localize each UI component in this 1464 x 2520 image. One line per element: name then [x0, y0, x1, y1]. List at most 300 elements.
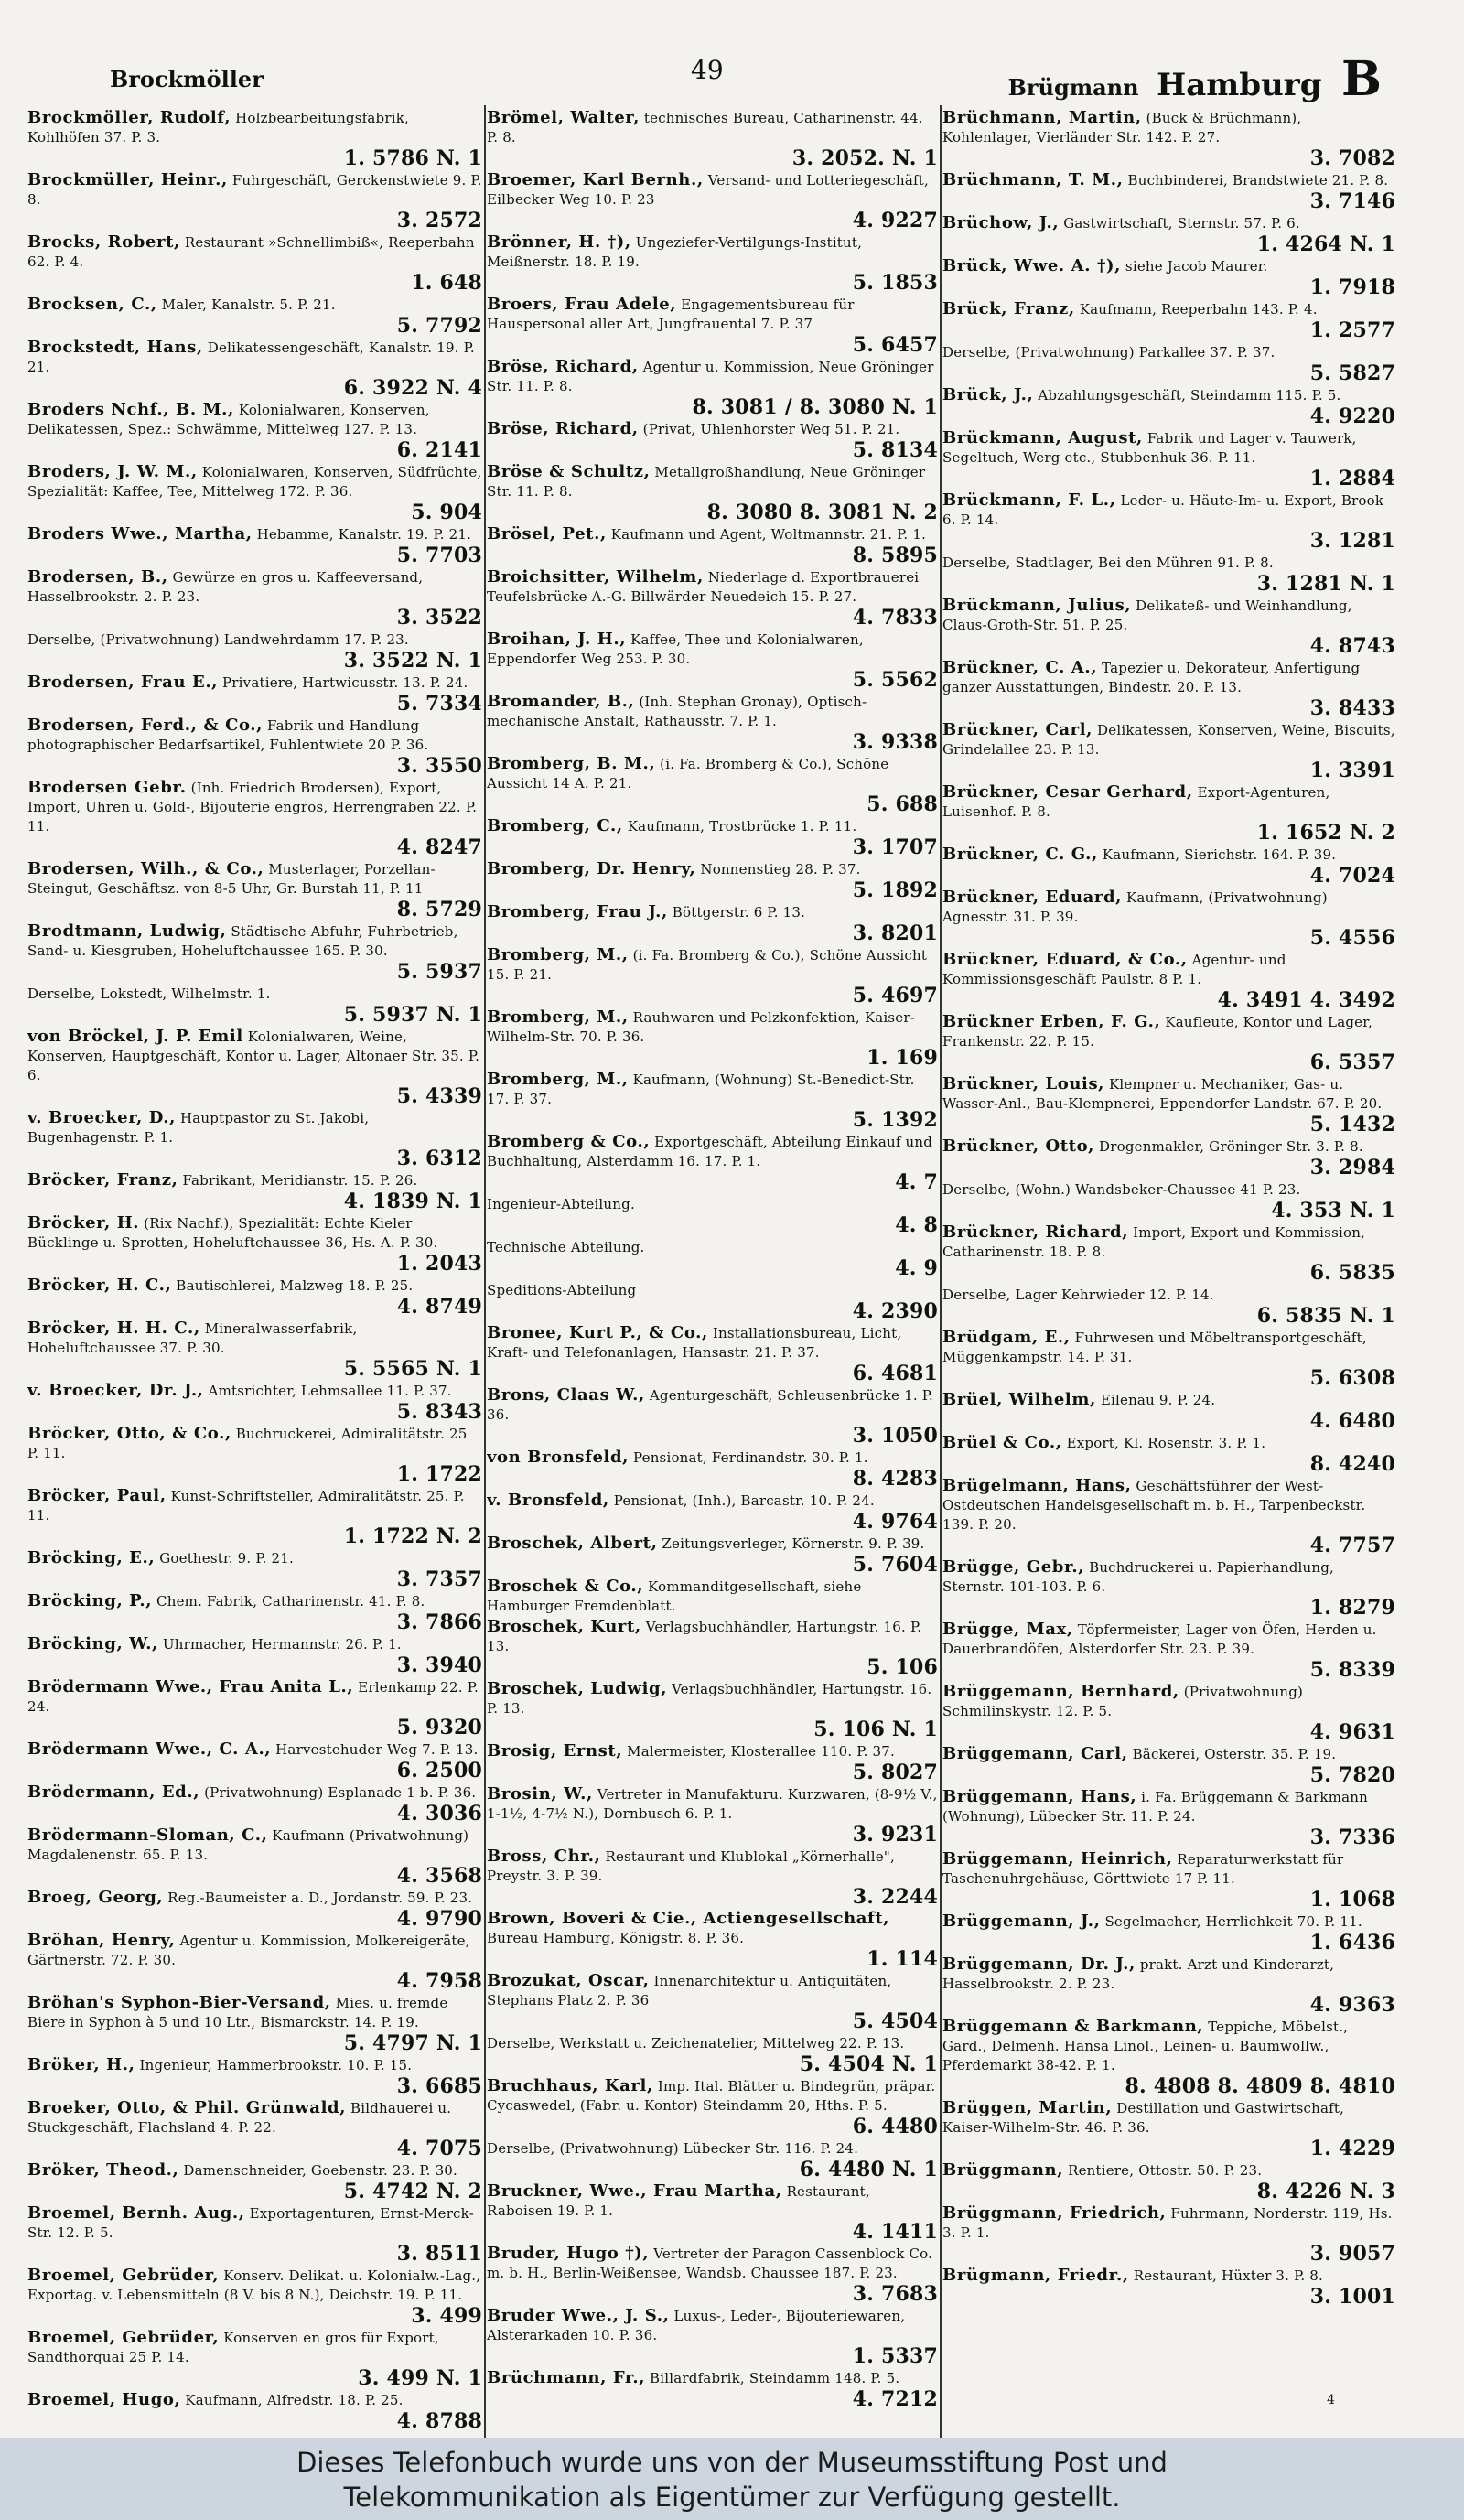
entry-name: Brodersen, Wilh., & Co.,	[27, 859, 264, 878]
entry-details: i. Fa. Brüggemann & Barkmann (Wohnung), Lübecker Str. 11. P. 24.	[942, 1789, 1368, 1825]
directory-entry	[942, 1074, 1395, 1136]
phone-number: 3. 7336	[1309, 1825, 1395, 1849]
entry-name: Brückner, Richard,	[942, 1222, 1129, 1242]
directory-entry	[942, 1136, 1395, 1179]
phone-number: 8. 4226 N. 3	[1256, 2180, 1395, 2203]
directory-entry	[27, 1486, 482, 1547]
notice-line-1: Dieses Telefonbuch wurde uns von der Museumsstiftung Post und	[296, 2447, 1168, 2478]
directory-entry	[27, 1591, 482, 1633]
phone-number: 3. 8511	[396, 2242, 482, 2266]
entry-details: Böttgerstr. 6 P. 13.	[672, 904, 806, 921]
directory-entry	[27, 984, 482, 1026]
entry-name: Bromberg, M.,	[487, 1007, 629, 1027]
entry-name: Brödermann, Ed.,	[27, 1782, 200, 1802]
phone-number: 3. 3940	[396, 1653, 482, 1677]
entry-details: Kommanditgesellschaft, siehe Hamburger Fremdenblatt.	[487, 1578, 862, 1614]
directory-entry	[487, 1847, 938, 1908]
entry-details: (Inh. Stephan Gronay), Optisch-mechanische Anstalt, Rathausstr. 7. P. 1.	[487, 694, 867, 729]
entry-details: Töpfermeister, Lager von Öfen, Herden u. Dauerbrandöfen, Alsterdorfer Str. 23. P. 39.	[942, 1621, 1377, 1657]
phone-number: 5. 4504	[852, 2009, 938, 2033]
directory-entry	[942, 2203, 1395, 2265]
phone-number: 6. 4480	[852, 2115, 938, 2138]
directory-entry	[487, 859, 938, 901]
directory-entry	[942, 1849, 1395, 1911]
entry-name: Brüggemann, Bernhard,	[942, 1682, 1179, 1701]
entry-details: (Privatwohnung) Schmilinskystr. 12. P. 5.	[942, 1684, 1304, 1719]
entry-details: Buchruckerei, Admiralitätstr. 25 P. 11.	[27, 1426, 468, 1461]
directory-entry	[942, 2098, 1395, 2159]
directory-entry	[487, 1679, 938, 1740]
phone-number: 3. 2572	[396, 209, 482, 232]
entry-name: Broders, J. W. M.,	[27, 462, 198, 481]
phone-number: 5. 4742 N. 2	[343, 2180, 482, 2203]
entry-name: Brodersen, Ferd., & Co.,	[27, 716, 264, 735]
entry-name: Broers, Frau Adele,	[487, 295, 677, 314]
entry-details: Derselbe, (Privatwohnung) Parkallee 37. P. 37.	[942, 344, 1276, 361]
entry-name: Brocks, Robert,	[27, 232, 180, 252]
entry-name: Brückner, Eduard, & Co.,	[942, 950, 1188, 969]
phone-number: 3. 499	[411, 2304, 482, 2328]
header-right	[1008, 51, 1382, 107]
directory-entry	[27, 1381, 482, 1423]
phone-number: 3. 3522 N. 1	[343, 649, 482, 673]
entry-name: Brüggemann, Carl,	[942, 1744, 1128, 1763]
entry-details: Fuhrwesen und Möbeltransportgeschäft, Müggenkampstr. 14. P. 31.	[942, 1330, 1367, 1365]
phone-number: 5. 5937	[396, 960, 482, 984]
entry-name: Broemel, Gebrüder,	[27, 2328, 220, 2347]
entry-name: Brüel & Co.,	[942, 1433, 1062, 1452]
entry-name: Bross, Chr.,	[487, 1847, 601, 1866]
entry-details: Kaufmann, Sierichstr. 164. P. 39.	[1102, 846, 1337, 863]
entry-name: Broemel, Hugo,	[27, 2390, 181, 2409]
entry-details: Zeitungsverleger, Körnerstr. 9. P. 39.	[662, 1535, 925, 1552]
entry-name: Brückner, Eduard,	[942, 888, 1123, 907]
entry-details: Segelmacher, Herrlichkeit 70. P. 11.	[1104, 1913, 1362, 1930]
phone-number: 4. 8	[895, 1213, 938, 1237]
phone-number: 3. 7357	[396, 1567, 482, 1591]
entry-name: Brüggmann, Friedrich,	[942, 2203, 1167, 2223]
phone-number: 4. 9764	[852, 1510, 938, 1534]
phone-number: 3. 7683	[852, 2282, 938, 2306]
entry-details: Gastwirtschaft, Sternstr. 57. P. 6.	[1063, 215, 1300, 232]
entry-details: Verlagsbuchhändler, Hartungstr. 16. P. 13.	[487, 1681, 932, 1717]
phone-number: 6. 2141	[396, 438, 482, 462]
entry-details: Delikateß- und Weinhandlung, Claus-Groth-Str. 51. P. 25.	[942, 598, 1352, 633]
column-3	[942, 108, 1395, 2432]
directory-entry	[27, 1888, 482, 1930]
entry-name: Brodersen, Frau E.,	[27, 673, 219, 692]
entry-name: Broschek, Albert,	[487, 1534, 658, 1553]
directory-entry	[27, 921, 482, 983]
entry-name: Brückner, Cesar Gerhard,	[942, 782, 1193, 802]
entry-details: Kolonialwaren, Weine, Konserven, Hauptgeschäft, Kontor u. Lager, Altonaer Str. 35. P. 6.	[27, 1028, 480, 1083]
directory-entry	[942, 1390, 1395, 1432]
entry-details: Export, Kl. Rosenstr. 3. P. 1.	[1066, 1435, 1266, 1451]
entry-details: Pensionat, (Inh.), Barcastr. 10. P. 24.	[613, 1492, 875, 1509]
entry-details: Derselbe, Stadtlager, Bei den Mühren 91. P. 8.	[942, 555, 1274, 571]
entry-name: Bröse, Richard,	[487, 357, 639, 376]
phone-number: 5. 6457	[852, 333, 938, 357]
phone-number: 3. 9057	[1309, 2242, 1395, 2266]
entry-details: Erlenkamp 22. P. 24.	[27, 1679, 479, 1715]
entry-details: prakt. Arzt und Kinderarzt, Hasselbrookstr. 2. P. 23.	[942, 1956, 1335, 1992]
phone-number: 8. 5729	[396, 898, 482, 921]
phone-number: 3. 1281	[1309, 529, 1395, 553]
ownership-notice	[0, 2438, 1464, 2520]
entry-details: Derselbe, (Wohn.) Wandsbeker-Chaussee 41 P. 23.	[942, 1181, 1301, 1198]
entry-details: Kaufleute, Kontor und Lager, Frankenstr. 22. P. 15.	[942, 1014, 1372, 1050]
entry-details: Verlagsbuchhändler, Hartungstr. 16. P. 13.	[487, 1619, 922, 1654]
phone-number: 1. 1068	[1309, 1888, 1395, 1912]
entry-name: Broemel, Gebrüder,	[27, 2266, 220, 2285]
phone-number: 4. 9227	[852, 209, 938, 232]
phone-number: 5. 1853	[852, 271, 938, 295]
entry-name: Broschek & Co.,	[487, 1577, 644, 1596]
directory-entry	[942, 1557, 1395, 1619]
entry-details: Fuhrmann, Norderstr. 119, Hs. 3. P. 1.	[942, 2205, 1393, 2241]
entry-name: Brösel, Pet.,	[487, 524, 607, 544]
entry-name: Broeg, Georg,	[27, 1888, 164, 1907]
entry-name: Brüel, Wilhelm,	[942, 1390, 1096, 1409]
phone-number: 4. 3568	[396, 1864, 482, 1888]
entry-details: Bautischlerei, Malzweg 18. P. 25.	[176, 1277, 414, 1294]
entry-details: Ingenieur-Abteilung.	[487, 1196, 635, 1212]
entry-name: Bromberg, B. M.,	[487, 754, 656, 773]
entry-name: von Bronsfeld,	[487, 1448, 630, 1467]
entry-name: Bröker, H.,	[27, 2055, 135, 2074]
directory-entry	[487, 1491, 938, 1533]
phone-number: 1. 8279	[1309, 1596, 1395, 1620]
entry-details: Derselbe, (Privatwohnung) Landwehrdamm 17. P. 23.	[27, 631, 409, 648]
phone-number: 3. 2244	[852, 1885, 938, 1909]
phone-number: 3. 1001	[1309, 2285, 1395, 2309]
directory-entry	[487, 1534, 938, 1576]
entry-name: Bröcker, H. H. C.,	[27, 1319, 200, 1338]
phone-number: 4. 7075	[396, 2137, 482, 2160]
entry-name: Broichsitter, Wilhelm,	[487, 567, 704, 587]
entry-details: Teppiche, Möbelst., Gard., Delmenh. Hansa Linol., Leinen- u. Baumwollw., Pferdemarkt 38-42. P. 1.	[942, 2019, 1349, 2073]
directory-entry	[942, 596, 1395, 657]
directory-entry	[27, 295, 482, 337]
entry-name: Bromberg, M.,	[487, 1070, 629, 1089]
phone-number: 5. 904	[411, 501, 482, 524]
entry-name: Broschek, Ludwig,	[487, 1679, 668, 1698]
entry-name: Brückner, C. A.,	[942, 658, 1098, 677]
entry-name: Brüggemann & Barkmann,	[942, 2017, 1204, 2036]
header-right-entry: Brügmann	[1007, 74, 1139, 101]
entry-name: Bröker, Theod.,	[27, 2160, 179, 2180]
directory-entry	[942, 845, 1395, 887]
notice-line-2: Telekommunikation als Eigentümer zur Verfügung gestellt.	[343, 2482, 1121, 2513]
entry-name: Brückner, Otto,	[942, 1136, 1095, 1156]
phone-number: 8. 4283	[852, 1467, 938, 1491]
phone-number: 4. 1839 N. 1	[343, 1190, 482, 1213]
entry-name: Brügge, Max,	[942, 1620, 1073, 1639]
phone-number: 6. 5835	[1309, 1261, 1395, 1285]
entry-details: Restaurant »Schnellimbiß«, Reeperbahn 62. P. 4.	[27, 234, 475, 270]
entry-details: Delikatessen, Konserven, Weine, Biscuits, Grindelallee 23. P. 13.	[942, 722, 1395, 758]
column-2	[487, 108, 938, 2432]
entry-name: Brüggemann, J.,	[942, 1912, 1101, 1931]
entry-name: Brodersen Gebr.	[27, 778, 187, 797]
phone-number: 3. 7146	[1309, 189, 1395, 213]
directory-entry	[942, 888, 1395, 949]
entry-name: Brodtmann, Ludwig,	[27, 921, 227, 941]
phone-number: 5. 4339	[396, 1084, 482, 1108]
directory-entry	[487, 2368, 938, 2410]
directory-entry	[487, 692, 938, 753]
entry-name: Bröcker, H. C.,	[27, 1276, 172, 1295]
phone-number: 3. 7082	[1309, 146, 1395, 170]
directory-entry	[27, 400, 482, 461]
phone-number: 1. 7918	[1309, 275, 1395, 299]
entry-name: Brückner, Louis,	[942, 1074, 1105, 1093]
entry-details: Derselbe, Werkstatt u. Zeichenatelier, Mittelweg 22. P. 13.	[487, 2035, 905, 2052]
phone-number: 8. 3080 8. 3081 N. 2	[706, 501, 938, 524]
entry-details: Pensionat, Ferdinandstr. 30. P. 1.	[633, 1449, 868, 1466]
directory-entry	[27, 2266, 482, 2327]
directory-entry	[487, 1971, 938, 2032]
phone-number: 1. 1722	[396, 1462, 482, 1486]
entry-details: Kaufmann und Agent, Woltmannstr. 21. P. 1.	[610, 526, 927, 543]
directory-entry	[942, 720, 1395, 781]
entry-details: Reparaturwerkstatt für Taschenuhrgehäuse, Görttwiete 17 P. 11.	[942, 1851, 1344, 1887]
phone-number: 5. 7334	[396, 692, 482, 716]
phone-number: 3. 6685	[396, 2074, 482, 2098]
phone-number: 6. 5835 N. 1	[1256, 1304, 1395, 1328]
phone-number: 1. 2043	[396, 1252, 482, 1276]
phone-number: 5. 5827	[1309, 361, 1395, 385]
entry-name: Bromberg & Co.,	[487, 1132, 651, 1151]
directory-entry	[487, 902, 938, 944]
phone-number: 4. 9220	[1309, 404, 1395, 428]
phone-number: 8. 4240	[1309, 1452, 1395, 1476]
entry-details: (i. Fa. Bromberg & Co.), Schöne Aussicht 15. P. 21.	[487, 947, 928, 983]
entry-details: Malermeister, Klosterallee 110. P. 37.	[627, 1743, 895, 1760]
entry-details: Kaufmann, (Wohnung) St.-Benedict-Str. 17. P. 37.	[487, 1072, 915, 1107]
directory-entry	[487, 2138, 938, 2181]
entry-details: Reg.-Baumeister a. D., Jordanstr. 59. P. 23.	[167, 1890, 473, 1906]
entry-details: Holzbearbeitungsfabrik, Kohlhöfen 37. P. 3.	[27, 110, 409, 145]
directory-entry	[942, 1285, 1395, 1327]
phone-number: 3. 2052. N. 1	[791, 146, 938, 170]
phone-number: 1. 114	[867, 1947, 938, 1971]
entry-details: (Privatwohnung) Esplanade 1 b. P. 36.	[204, 1784, 477, 1801]
directory-entry	[942, 213, 1395, 255]
entry-name: Brüchow, J.,	[942, 213, 1060, 232]
directory-entry	[942, 1328, 1395, 1389]
entry-details: Leder- u. Häute-Im- u. Export, Brook 6. P. 14.	[942, 492, 1384, 528]
entry-name: Brödermann Wwe., Frau Anita L.,	[27, 1677, 354, 1696]
phone-number: 4. 7024	[1309, 864, 1395, 888]
entry-details: Imp. Ital. Blätter u. Bindegrün, präpar. Cycaswedel, (Fabr. u. Kontor) Steindamm 20, Hths. P. 5.	[487, 2078, 936, 2114]
directory-entry	[27, 1634, 482, 1676]
phone-number: 1. 2577	[1309, 318, 1395, 342]
entry-name: Bromberg, M.,	[487, 945, 629, 964]
directory-entry	[27, 1027, 482, 1107]
entry-name: Brüggen, Martin,	[942, 2098, 1113, 2117]
entry-name: Brüggemann, Heinrich,	[942, 1849, 1173, 1868]
directory-entry	[27, 2390, 482, 2432]
directory-entry	[942, 1682, 1395, 1743]
phone-number: 5. 5562	[852, 668, 938, 692]
directory-entry	[487, 2181, 938, 2243]
entry-name: Brügelmann, Hans,	[942, 1476, 1132, 1495]
directory-entry	[942, 782, 1395, 844]
entry-details: (Buck & Brüchmann), Kohlenlager, Vierländer Str. 142. P. 27.	[942, 110, 1302, 145]
entry-details: Klempner u. Mechaniker, Gas- u. Wasser-Anl., Bau-Klempnerei, Eppendorfer Landstr. 67. P. 20.	[942, 1076, 1383, 1112]
entry-details: Harvestehuder Weg 7. P. 13.	[275, 1741, 479, 1758]
entry-name: Brückner Erben, F. G.,	[942, 1012, 1161, 1031]
entry-details: Kaufmann, (Privatwohnung) Agnesstr. 31. P. 39.	[942, 889, 1328, 925]
entry-name: Brüggemann, Hans,	[942, 1787, 1137, 1806]
phone-number: 4. 8743	[1309, 634, 1395, 658]
entry-details: Vertreter in Manufakturu. Kurzwaren, (8-9½ V., 1-1½, 4-7½ N.), Dornbusch 6. P. 1.	[487, 1786, 938, 1822]
directory-entry	[27, 1170, 482, 1212]
directory-entry	[487, 108, 938, 169]
phone-number: 3. 8201	[852, 921, 938, 945]
phone-number: 5. 5937 N. 1	[343, 1003, 482, 1027]
column-divider	[484, 105, 486, 2439]
entry-details: Restaurant, Raboisen 19. P. 1.	[487, 2183, 870, 2219]
phone-number: 3. 3522	[396, 606, 482, 630]
entry-details: Kolonialwaren, Konserven, Südfrüchte, Spezialität: Kaffee, Tee, Mittelweg 172. P. 36.	[27, 464, 482, 500]
entry-name: Brosin, W.,	[487, 1784, 593, 1804]
directory-entry	[487, 1617, 938, 1678]
entry-details: Versand- und Lotteriegeschäft, Eilbecker Weg 10. P. 23	[487, 172, 929, 208]
phone-number: 1. 1652 N. 2	[1256, 821, 1395, 845]
entry-name: Brozukat, Oscar,	[487, 1971, 650, 1990]
phone-number: 3. 2984	[1309, 1156, 1395, 1179]
directory-entry	[487, 567, 938, 629]
phone-number: 5. 7604	[852, 1553, 938, 1577]
phone-number: 4. 7	[895, 1170, 938, 1194]
directory-entry	[942, 1179, 1395, 1222]
entry-name: Bronee, Kurt P., & Co.,	[487, 1323, 708, 1342]
directory-entry	[27, 338, 482, 399]
entry-name: Brockstedt, Hans,	[27, 338, 203, 357]
phone-number: 4. 9631	[1309, 1720, 1395, 1744]
entry-details: Bureau Hamburg, Königstr. 8. P. 36.	[487, 1930, 745, 1946]
entry-details: Mineralwasserfabrik, Hoheluftchaussee 37. P. 30.	[27, 1320, 358, 1356]
phone-number: 8. 4808 8. 4809 8. 4810	[1125, 2074, 1395, 2098]
directory-entry	[487, 1385, 938, 1447]
entry-name: Bromberg, Frau J.,	[487, 902, 668, 921]
entry-name: Bromander, B.,	[487, 692, 635, 711]
directory-entry	[487, 1070, 938, 1131]
phone-number: 3. 8433	[1309, 696, 1395, 720]
entry-details: Buchdruckerei u. Papierhandlung, Sternstr. 101-103. P. 6.	[942, 1559, 1335, 1595]
directory-entry	[27, 462, 482, 523]
entry-name: Bröcking, P.,	[27, 1591, 153, 1610]
entry-details: Buchbinderei, Brandstwiete 21. P. 8.	[1127, 172, 1389, 188]
directory-entry	[27, 2203, 482, 2265]
entry-details: Niederlage d. Exportbrauerei Teufelsbrücke A.-G. Billwärder Neuedeich 15. P. 27.	[487, 569, 920, 605]
entry-details: (Rix Nachf.), Spezialität: Echte Kieler Bücklinge u. Sprotten, Hoheluftchaussee 36, Hs. A. P. 30.	[27, 1215, 438, 1251]
entry-name: Brödermann-Sloman, C.,	[27, 1825, 268, 1845]
directory-entry	[487, 1577, 938, 1616]
phone-number: 8. 3081 / 8. 3080 N. 1	[692, 395, 938, 419]
entry-name: Brönner, H. †),	[487, 232, 631, 252]
phone-number: 4. 353 N. 1	[1271, 1199, 1395, 1222]
directory-entry	[942, 170, 1395, 212]
entry-name: Broihan, J. H.,	[487, 630, 627, 649]
entry-details: Drogenmakler, Gröninger Str. 3. P. 8.	[1099, 1138, 1363, 1155]
phone-number: 4. 8247	[396, 835, 482, 859]
entry-details: technisches Bureau, Catharinenstr. 44. P. 8.	[487, 110, 923, 145]
entry-details: Konserven en gros für Export, Sandthorquai 25 P. 14.	[27, 2330, 439, 2365]
directory-entry	[487, 754, 938, 815]
entry-name: Brodersen, B.,	[27, 567, 168, 587]
phone-number: 3. 1050	[852, 1424, 938, 1448]
directory-entry	[27, 524, 482, 566]
entry-name: Brück, Wwe. A. †),	[942, 256, 1121, 275]
entry-details: Maler, Kanalstr. 5. P. 21.	[161, 296, 336, 313]
entry-name: Brück, J.,	[942, 385, 1034, 404]
directory-entry	[27, 1931, 482, 1992]
directory-entry	[27, 859, 482, 921]
phone-number: 5. 688	[867, 792, 938, 816]
entry-details: Damenschneider, Goebenstr. 23. P. 30.	[183, 2162, 458, 2179]
column-1	[27, 108, 482, 2432]
entry-details: Tapezier u. Dekorateur, Anfertigung ganzer Ausstattungen, Bindestr. 20. P. 13.	[942, 660, 1361, 695]
entry-details: Engagementsbureau für Hauspersonal aller Art, Jungfrauental 7. P. 37	[487, 296, 855, 332]
entry-name: Bröse, Richard,	[487, 419, 639, 438]
entry-name: Bröcking, E.,	[27, 1548, 156, 1567]
phone-number: 1. 5786 N. 1	[343, 146, 482, 170]
entry-details: Kunst-Schriftsteller, Admiralitätstr. 25. P. 11.	[27, 1488, 465, 1524]
phone-number: 4. 2390	[852, 1299, 938, 1323]
phone-number: 3. 6312	[396, 1147, 482, 1170]
entry-details: Technische Abteilung.	[487, 1239, 645, 1255]
phone-number: 3. 7866	[396, 1610, 482, 1634]
directory-entry	[487, 2244, 938, 2305]
entry-details: Exportgeschäft, Abteilung Einkauf und Buchhaltung, Alsterdamm 16. 17. P. 1.	[487, 1134, 933, 1169]
entry-name: Bröcking, W.,	[27, 1634, 158, 1653]
entry-details: Metallgroßhandlung, Neue Gröninger Str. 11. P. 8.	[487, 464, 926, 500]
phone-number: 4. 7833	[852, 606, 938, 630]
entry-name: Bromberg, C.,	[487, 816, 623, 835]
phone-number: 4. 6480	[1309, 1409, 1395, 1433]
phone-number: 5. 6308	[1309, 1366, 1395, 1390]
phone-number: 5. 4556	[1309, 926, 1395, 950]
phone-number: 1. 4264 N. 1	[1256, 232, 1395, 256]
entry-details: Agentur- und Kommissionsgeschäft Paulstr. 8 P. 1.	[942, 952, 1286, 987]
entry-details: Privatiere, Hartwicusstr. 13. P. 24.	[222, 674, 468, 691]
directory-entry	[942, 1744, 1395, 1786]
entry-name: Bröse & Schultz,	[487, 462, 651, 481]
entry-details: Agentur u. Kommission, Neue Gröninger Str. 11. P. 8.	[487, 359, 934, 394]
entry-name: Broders Wwe., Martha,	[27, 524, 253, 544]
entry-details: Import, Export und Kommission, Catharinenstr. 18. P. 8.	[942, 1224, 1366, 1260]
directory-entry	[942, 342, 1395, 384]
entry-name: Brüdgam, E.,	[942, 1328, 1071, 1347]
entry-name: Brüchmann, T. M.,	[942, 170, 1124, 189]
entry-details: Billardfabrik, Steindamm 148. P. 5.	[650, 2370, 900, 2386]
phone-number: 6. 4480 N. 1	[799, 2158, 938, 2181]
directory-entry	[27, 778, 482, 858]
phone-number: 6. 3922 N. 4	[343, 376, 482, 400]
entry-details: Geschäftsführer der West-Ostdeutschen Handelsgesellschaft m. b. H., Tarpenbeckstr. 139. P. 20.	[942, 1478, 1366, 1533]
entry-name: Brügge, Gebr.,	[942, 1557, 1085, 1577]
entry-details: Innenarchitektur u. Antiquitäten, Stephans Platz 2. P. 36	[487, 1973, 892, 2008]
entry-details: Destillation und Gastwirtschaft, Kaiser-Wilhelm-Str. 46. P. 36.	[942, 2100, 1345, 2136]
directory-entry	[27, 716, 482, 777]
page-number: 49	[691, 55, 724, 85]
entry-details: Rentiere, Ottostr. 50. P. 23.	[1068, 2162, 1263, 2179]
directory-entry	[27, 2055, 482, 2097]
entry-name: Broschek, Kurt,	[487, 1617, 641, 1636]
